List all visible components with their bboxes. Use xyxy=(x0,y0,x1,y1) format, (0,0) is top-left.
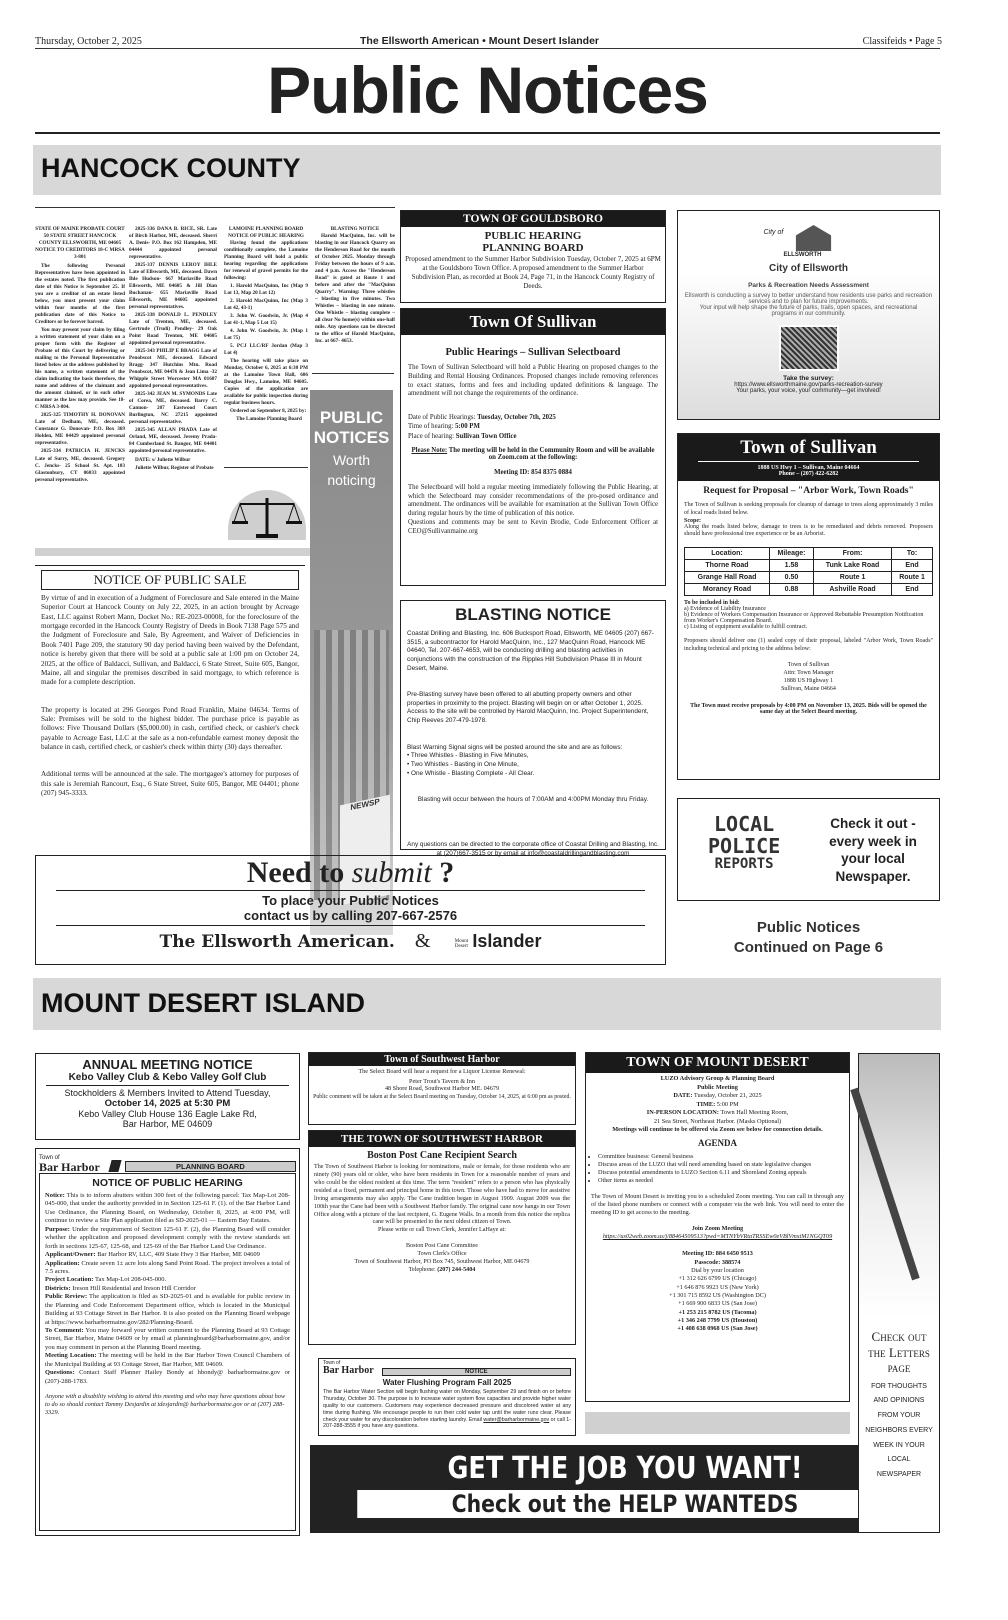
continued-notice xyxy=(677,918,940,959)
address-line: Attn: Town Manager xyxy=(783,669,834,676)
cell: Grange Hall Road xyxy=(685,572,770,584)
md-line: LUZO Advisory Group & Planning Board xyxy=(660,1075,775,1082)
table-row xyxy=(685,560,933,572)
probate-notice-cont xyxy=(129,226,217,473)
blasting-para: Any questions can be directed to the corporate office of Coastal Drilling and Blasting, Inc. at (207)667-3515 or by email at info@coastaldrillingandblasting.com xyxy=(407,840,659,857)
sullivan-para: Questions and comments may be sent to Kevin Brodie, Code Enforcement Officer at CEO@Sullivanmaine.org xyxy=(408,519,658,535)
ad-city: City of Ellsworth xyxy=(769,263,848,274)
signal-item: • Two Whistles - Basting in One Minute, xyxy=(407,761,519,769)
cell: 0.50 xyxy=(769,572,813,584)
item-text: The application is filed as SD-2025-01 and is available for public review in the Planning and Code Enforcement Department office, which is located in the Municipal Building at 93 Cottage Street in Bar Harbor. It is also posted on the Planning Board webpage at https://www.barharbormaine.gov/282/Planning-Board. xyxy=(45,1293,291,1326)
probate-para: The following Personal Representatives have been appointed in the estates noted. The first publication date of this Notice is September 25. If you are a creditor of an estate listed below, you must present your claim within four months of the first publication date of this Notice to Creditors or be forever barred. xyxy=(35,263,125,326)
ad-headline-q: ? xyxy=(439,856,455,889)
blasting-notice-small xyxy=(315,226,395,346)
ad-text: Your input will help shape the future of parks, trails, open spaces, and recreational programs in our community. xyxy=(699,305,918,317)
passcode: Passcode: 388574 xyxy=(694,1258,741,1266)
blasting-para: Coastal Drilling and Blasting, Inc. 606 Bucksport Road, Ellsworth, ME 04605 (207) 667-3515, a subcontractor for Harold MacQuinn, Inc., 127 MacQuinn Road, Hancock ME 04640, Tel. 207-667-4653, will be conducting drilling and blasting activities in conjunctions with the construction of the Ripples Hill Subdivision Phase III in Mount Desert, Maine. xyxy=(407,630,654,672)
logo-text: ELLSWORTH xyxy=(783,252,822,258)
item-text: The meeting will be held in the Bar Harbor Town Council Chambers of the Municipal Building at 93 Cottage Street, Bar Harbor, ME 04609. xyxy=(45,1352,290,1368)
kebo-line: Kebo Valley Club House 136 Eagle Lake Rd, xyxy=(78,1109,257,1119)
item-text: Ireson Hill Residential and Ireson Hill Corridor xyxy=(72,1284,196,1292)
bid-label: To be included in bid: xyxy=(684,600,740,607)
rfp-para: The Town of Sullivan is seeking proposals for cleanup of damage to trees along approximately 3 miles of local roads listed below. xyxy=(684,502,933,516)
item-label: Questions: xyxy=(45,1369,75,1377)
label: Date of Public Hearings: xyxy=(408,414,476,422)
water-title: Water Flushing Program Fall 2025 xyxy=(382,1378,512,1387)
tel-label: Telephone: xyxy=(408,1266,436,1273)
continued-line: Public Notices xyxy=(756,919,861,936)
col-header: Location: xyxy=(685,548,770,560)
lamoine-para: Having found the applications conditionally complete, the Lamoine Planning Board will hold a public hearing regarding the applications for renewal of gravel permits for the following: xyxy=(224,240,308,282)
md-time: 5:00 PM xyxy=(716,1100,739,1108)
lamoine-para: The hearing will take place on Monday, October 6, 2025 at 6:30 PM at the Lamoine Town Hall, 606 Douglas Hwy., Lamoine, ME 04605. Copies of the application are available for public inspection during regular business hours. xyxy=(224,358,308,407)
cell: Ashville Road xyxy=(814,584,892,596)
probate-notice xyxy=(35,226,125,485)
issue-date: Thursday, October 2, 2025 xyxy=(35,36,142,47)
sullivan-rfp xyxy=(677,433,940,780)
item-label: Applicant/Owner: xyxy=(45,1251,96,1259)
hearing-time: 5:00 PM xyxy=(455,423,480,431)
item-label: Application: xyxy=(45,1259,80,1267)
gouldsboro-heading: PUBLIC HEARING xyxy=(484,230,582,242)
section-hancock-county: HANCOCK COUNTY xyxy=(33,145,941,195)
ad-cta: Take the survey: xyxy=(783,375,834,382)
hearing-title: NOTICE OF PUBLIC HEARING xyxy=(92,1177,243,1189)
promo-line: PUBLIC xyxy=(319,408,384,427)
logo-text: LOCAL xyxy=(714,812,775,836)
item-text: Contact Staff Planner Hailey Bondy at hbondy@ barharbormaine.gov or (207)-288-1783. xyxy=(45,1369,290,1385)
islander-logo-small: Mount Desert xyxy=(454,939,469,949)
md-date: Tuesday, October 21, 2025 xyxy=(693,1092,762,1099)
blasting-small-head: BLASTING NOTICE xyxy=(330,226,380,232)
mount-desert-notice xyxy=(585,1052,850,1402)
blasting-para: Blast Warning Signal signs will be posted around the site and are as follows: xyxy=(407,743,623,751)
gouldsboro-banner: TOWN OF GOULDSBORO xyxy=(401,211,665,227)
address-line: 1888 US Highway 1 xyxy=(783,677,834,684)
sullivan-title: Public Hearings – Sullivan Selectboard xyxy=(445,347,621,358)
notice-of-public-sale xyxy=(35,565,305,850)
probate-entry: 2025-336 DANA B. RICE, SR. Late of Birch Harbor, ME, deceased. Sherri A. Denis- P.O. Box 162 Hampden, ME 04444 appointed personal representative. xyxy=(129,226,217,261)
town-of-label: Town of xyxy=(323,1360,341,1366)
agenda-title: AGENDA xyxy=(697,1137,737,1148)
phone-number: +1 253 215 8782 US (Tacoma) xyxy=(678,1308,757,1316)
cane-title: Boston Post Cane Recipient Search xyxy=(367,1150,517,1161)
lamoine-para: 2. Harold MacQuinn, Inc (Map 3 Lot 42, 43-1) xyxy=(224,298,308,312)
hearing-item xyxy=(45,1226,290,1251)
rfp-phone: Phone – (207) 422-6282 xyxy=(778,471,839,477)
sullivan-para: The Town of Sullivan Selectboard will hold a Public Hearing on proposed changes to the Building and Rental Housing Ordinances. Proposed changes include removing references to exact statues, forms and fees and including updated definitions & language. The amendment will not change the requirements of the ordinance. xyxy=(408,364,658,398)
rfp-deadline: The Town must receive proposals by 4:00 PM on November 13, 2025. Bids will be opened the same day at the Select Board meeting. xyxy=(690,703,927,716)
gouldsboro-body: Proposed amendment to the Summer Harbor Subdivision Tuesday, October 7, 2025 at 6PM at the Gouldsboro Town Office. A proposed amendment to the Summer Harbor Subdivision Plan, as recorded at Book 24, Page 71, in the Hancock County Registry of Deeds. xyxy=(405,255,661,291)
item-label: Purpose: xyxy=(45,1225,70,1233)
note-text: The meeting will be held in the Community Room and will be available on Zoom.com at the following: xyxy=(448,446,655,461)
lamoine-para: 3. John W. Goodwin, Jr. (Map 4 Lot 41-1, Map 5 Lot 15) xyxy=(224,313,308,327)
scales-of-justice-icon xyxy=(228,490,306,540)
probate-entry: 2025-337 DENNIS LEROY IHLE Late of Ellsworth, ME, deceased. Dawn Ihle Hudson- 667 Mariaville Road Ellsworth, ME 04605 & Jill Dian Buchanan- 655 Mariaville Road Ellsworth, ME 04605 appointed personal representatives. xyxy=(129,262,217,311)
cell: 1.58 xyxy=(769,560,813,572)
zoom-link[interactable]: https://us02web.zoom.us/j/88464509513?pwd=MTNYbVRtaTRSSEw0eVBlVmxtM1NGQT09 xyxy=(602,1233,833,1241)
item-label: Notice: xyxy=(45,1192,65,1199)
gouldsboro-notice xyxy=(400,210,666,303)
ad-headline: Need to xyxy=(246,856,345,889)
label: TIME: xyxy=(696,1100,716,1108)
kebo-subtitle: Kebo Valley Club & Kebo Valley Golf Club xyxy=(46,1072,289,1086)
lamoine-notice xyxy=(224,226,308,424)
ad-headline-em: submit xyxy=(351,856,432,889)
hearing-item xyxy=(45,1251,290,1259)
water-body: The Bar Harbor Water Section will begin flushing water on Monday, September 29 and finish on or before Thursday, October 30. The purpose is to increase water system flow capacities and provide higher water quality to our customers. Customers may experience decreased pressure and discolored water at any time during flushing. We encourage people to run their cold water tap until the water runs clear. Please check your water for any discoloration before starting laundry. Email xyxy=(323,1389,571,1423)
label: Time of hearing: xyxy=(408,423,454,431)
ad-line: To place your Public Notices xyxy=(262,893,439,908)
sale-para: The property is located at 296 Georges Pond Road Franklin, Maine 04634. Terms of Sale: Premises will be sold to the highest bidder. The purchase price is payable as follows: Five Thousand Dollars ($5,000.00) in cash, certified check, or cashier's check payable to Acreage East, LLC at the sale as a non-refundable earnest money deposit the balance in cash, certified check, or cashier's check within thirty (30) days thereafter. xyxy=(41,705,299,752)
table-row xyxy=(685,584,933,596)
phone-number: +1 408 638 0968 US (San Jose) xyxy=(677,1325,758,1333)
ad-tagline: Your parks, your voice, your community—get involved! xyxy=(736,388,881,394)
tel: (207) 244-5404 xyxy=(437,1266,476,1273)
probate-para: 2025-325 TIMOTHY H. DONOVAN Late of Dedham, ME, deceased. Constance G. Donovan- P.O. Box 369 Holden, ME 04429 appointed personal representative. xyxy=(35,412,125,447)
cell: Route 1 xyxy=(892,572,933,584)
kebo-title: ANNUAL MEETING NOTICE xyxy=(82,1057,253,1072)
job-headline: GET THE JOB YOU WANT! xyxy=(447,1451,803,1486)
dial-label: Dial by your location xyxy=(691,1266,744,1274)
col-header: Mileage: xyxy=(769,548,813,560)
label: IN-PERSON LOCATION: xyxy=(646,1109,719,1116)
meeting-id: Meeting ID: 884 6450 9513 xyxy=(682,1250,753,1258)
blasting-small-body: Harold MacQuinn, Inc. will be blasting in our Hancock Quarry on the Henderson Road for the month of October 2025. Monday through Friday between the hours of 9 a.m. and 4 p.m. Access the "Henderson Road" is gated at Route 1 and before and after the "MacQuinn Quarry". Warning: Three whistles – blasting in five minutes. Two Whistles – blasting in one minute. One Whistle – blasting complete – all clear No home(s) within one-half mile. Any questions can be directed to the office of Harold MacQuinn, Inc. at 667- 4653. xyxy=(315,233,395,345)
md-line: Public Meeting xyxy=(697,1083,738,1091)
lamoine-para: Ordered on September 8, 2025 by: xyxy=(230,408,307,415)
sale-title: NOTICE OF PUBLIC SALE xyxy=(41,570,299,590)
bar-harbor-public-hearing xyxy=(35,1148,300,1536)
item-text: Bar Harbor RV, LLC, 409 State Hwy 3 Bar Harbor, ME 04609 xyxy=(97,1251,260,1259)
hearing-item xyxy=(45,1276,290,1284)
rfp-para: Proposers should deliver one (1) sealed copy of their proposal, labeled "Arbor Work, Town Roads" including technical and pricing to the address below: xyxy=(684,638,933,652)
cell: Morancy Road xyxy=(685,584,770,596)
help-wanted-ad xyxy=(310,1445,940,1533)
hearing-item xyxy=(45,1293,290,1327)
section-mount-desert-island: MOUNT DESERT ISLAND xyxy=(33,978,941,1030)
southwest-harbor-liquor-notice xyxy=(308,1052,576,1125)
cell: Tunk Lake Road xyxy=(814,560,892,572)
logo-text: POLICE xyxy=(708,834,781,858)
water-flushing-notice xyxy=(318,1358,576,1436)
blasting-para: Pre-Blasting survey have been offered to all abutting property owners and other properties in proximity to the project. Blasting will begin on or after October 1, 2025. Access to the site will be controlled by Harold MacQuinn, Inc. Project Superintendent, Chip Reeves 207-479-1978. xyxy=(407,691,649,725)
hearing-date: Tuesday, October 7th, 2025 xyxy=(477,414,556,422)
lamoine-para: 1. Harold MacQuinn, Inc (Map 9 Lot 13, Map 20 Lot 12) xyxy=(224,283,308,297)
item-label: To Comment: xyxy=(45,1327,84,1334)
agenda-item: • Discuss potential amendments to LUZO Section 6.11 and Shoreland Zoning appeals xyxy=(598,1169,843,1177)
promo-line: Worth xyxy=(332,452,371,468)
sullivan-hearing-notice xyxy=(400,308,666,586)
item-text: Tax Map-Lot 208-045-000. xyxy=(94,1276,167,1284)
cell: Thorne Road xyxy=(685,560,770,572)
probate-para: You may present your claim by filing a written statement of your claim on a proper form with the Register of Probate of this Court by delivering or mailing to the Personal Representative listed below at the address published by his name, a written statement of the claim indicating the basis therefore, the name and address of the claimant and the amount claimed, or in such other manner as the law may provide. See 18-C MRSA 3-804. xyxy=(35,327,125,411)
hearing-item xyxy=(45,1352,290,1369)
md-zoomnote: Meetings will continue to be offered via Zoom see below for connection details. xyxy=(612,1126,823,1133)
rfp-address: 1888 US Hwy 1 – Sullivan, Maine 04664 xyxy=(757,465,860,471)
signal-item: • One Whistle - Blasting Complete - All Clear. xyxy=(407,769,535,777)
boston-post-cane-notice xyxy=(308,1130,576,1345)
rfp-banner: Town of Sullivan xyxy=(698,437,919,462)
hearing-place: Sullivan Town Office xyxy=(455,432,517,440)
promo-line: NOTICES xyxy=(313,428,390,447)
phone-number: +1 646 876 9923 US (New York) xyxy=(676,1283,759,1291)
cell: End xyxy=(892,584,933,596)
item-text: You may forward your written comment to the Planning Board at 93 Cottage Street, Bar Harbor, Maine 04609 or by email at planningboard@barharbormaine.gov, and/or you may comment in person at the Planning Board meeting. xyxy=(45,1327,290,1351)
police-ad-text: Check it out - every week in your local Newspaper. xyxy=(829,816,917,884)
lamoine-para: 4. John W. Goodwin, Jr. (Map 1 Lot 75) xyxy=(224,328,308,342)
bar-harbor-logo: Bar Harbor xyxy=(39,1160,100,1174)
phone-number: +1 312 626 6799 US (Chicago) xyxy=(678,1275,757,1283)
item-text: Create seven 1± acre lots along Sand Point Road. The project involves a total of 7.5 acres. xyxy=(45,1259,291,1275)
cell: End xyxy=(892,560,933,572)
cane-address: Town Clerk's Office xyxy=(417,1251,467,1258)
ellsworth-parks-survey-ad xyxy=(677,210,940,420)
agenda-item: • Committee business: General business xyxy=(598,1153,843,1161)
page-title: Public Notices xyxy=(267,53,708,127)
item-text: This is to inform abutters within 300 feet of the following parcel: Tax Map-Lot 208-045-000, that under the authority provided in in Section 125-61 F. (1). of the Bar Harbor Land Use Ordinance, the Planning Board, on Wednesday, October 8, 2025, at 4:00 PM, will continue to review a Site Plan application filed as SD-2025-01 — Eastern Bay Estates. xyxy=(45,1192,290,1225)
blasting-notice xyxy=(400,600,666,857)
city-of-ellsworth-logo xyxy=(764,225,854,263)
job-subline: Check out the HELP WANTEDS xyxy=(357,1490,893,1518)
hearing-item xyxy=(45,1285,290,1293)
letters-line: FOR THOUGHTS AND OPINIONS FROM YOUR NEIGHBORS EVERY WEEK IN YOUR LOCAL NEWSPAPER xyxy=(865,1382,933,1478)
probate-entry: 2025-343 PHILIP E BRAGG Late of Penobscot ME, deceased. Edward Bragg- 347 Hutchins Mtn. Road Penobscot, ME 04476 & Jean Lima -32 Whipple Street Worcester MA 01607 appointed personal representatives. xyxy=(129,348,217,390)
promo-line: noticing xyxy=(327,472,376,488)
scope-label: Scope: xyxy=(684,517,701,524)
address-line: Town of Sullivan xyxy=(787,661,830,668)
cane-body: The Town of Southwest Harbor is looking for nominations, male or female, for those residents who are ninety (90) years old or older, who have been residents in Town for a reasonable number of years and who could be the oldest resident at this time. The term "resident" refers to a person who has physically resided at a fixed, permanent and principal home in this town. Those who have had to move for assistive living arrangements may also apply. The Cane tradition began in August 1909. August 2009 was the 100th year the Cane had been with a Southwest Harbor family. The original cane now hangs in our Town Office along with a picture of the last recipient, G. Eugene Walls. In a month from this notice the replica cane will be presented to the next oldest citizen of Town. xyxy=(314,1164,571,1226)
letters-line: page xyxy=(887,1360,911,1376)
probate-entry: DATE: s/ Juliette Wilbur xyxy=(135,456,191,463)
swh-line: 48 Shore Road, Southwest Harbor ME. 04679 xyxy=(384,1085,500,1092)
label: DATE: xyxy=(673,1092,693,1099)
roads-table xyxy=(684,547,933,596)
md-location: Town Hall Meeting Room, xyxy=(720,1109,789,1116)
swh-line: The Select Board will hear a request for a Liquor License Renewal: xyxy=(358,1068,526,1075)
probate-entry: 2025-338 DONALD L. PENDLEY Late of Trenton, ME, deceased. Gertrude (Trudi) Pendley- 29 Oak Point Road Trenton, ME 04605 appointed personal representative. xyxy=(129,312,217,347)
qr-code-icon[interactable] xyxy=(779,325,839,371)
sale-para: By virtue of and in execution of a Judgment of Foreclosure and Sale entered in the Maine Superior Court at Hancock County on July 22, 2025, in an action brought by Acreage East, LLC against Robert Mann, Docket No.: RE-2023-00008, for the foreclosure of the mortgage recorded in the Hancock County Registry of Deeds in Book 7138 Page 575 and the Judgment of Foreclosure and Sale, By Agreement, and Waiver of Deficiencies in Book 7401 Page 209, the statutory 90 day period having been waived by the Defendant, notice is hereby given that there will be sold at a public sale at 1:00 pm on October 24, 2025, at the office of Baldacci, Sullivan, and Baldacci, 6 State Street, Suite 605, Bangor, Maine, all and singular the premises described in said mortgage, to which reference is made for a complete description. xyxy=(41,594,299,687)
newspaper-graphic: NEWSP xyxy=(340,795,390,906)
meeting-id: Meeting ID: 854 8375 0884 xyxy=(494,468,572,476)
hearing-item xyxy=(45,1327,290,1352)
logo-text: REPORTS xyxy=(714,856,774,872)
submit-notice-ad xyxy=(35,855,666,965)
lamoine-head: LAMOINE PLANNING BOARD NOTICE OF PUBLIC HEARING xyxy=(228,226,304,240)
water-body: or call 1-207-288-3555 if you have any questions. xyxy=(323,1416,571,1430)
phone-number: +1 301 715 8592 US (Washington DC) xyxy=(669,1291,766,1299)
masthead: The Ellsworth American • Mount Desert Islander xyxy=(360,35,600,47)
hearing-items xyxy=(45,1192,290,1386)
table-row xyxy=(685,572,933,584)
ellsworth-american-logo: The Ellsworth American. xyxy=(159,931,395,952)
kebo-date: October 14, 2025 at 5:30 PM xyxy=(104,1098,231,1109)
item-label: Meeting Location: xyxy=(45,1352,97,1360)
agenda-item: • Discuss areas of the LUZO that will need amending based on state legislative changes xyxy=(598,1161,843,1169)
swh2-banner: THE TOWN OF SOUTHWEST HARBOR xyxy=(309,1131,575,1147)
lamoine-para: 5. PCJ LLC/RF Jordan (Map 3 Lot 4) xyxy=(224,343,308,357)
logo-text: City of xyxy=(763,229,784,236)
town-of-label: Town of xyxy=(39,1155,60,1161)
signal-item: • Three Whistles - Blasting in Five Minutes, xyxy=(407,752,529,760)
rfp-para: Along the roads listed below, damage to trees is to be remediated and debris removed. Proposers should have professional tree experience or be an Arborist. xyxy=(684,523,933,538)
continued-line: Continued on Page 6 xyxy=(733,939,884,957)
bid-item: a) Evidence of Liability Insurance xyxy=(684,606,766,613)
planning-board-tag: PLANNING BOARD xyxy=(125,1161,296,1172)
cane-line: Please write or call Town Clerk, Jennifer LaHaye at: xyxy=(378,1227,506,1234)
probate-head: STATE OF MAINE PROBATE COURT 50 STATE STREET HANCOCK COUNTY ELLSWORTH, ME 04605 NOTICE TO CREDITORS 18-C MRSA 3-801 xyxy=(35,226,125,261)
lamoine-para: The Lamoine Planning Board xyxy=(236,416,302,423)
kebo-annual-meeting xyxy=(35,1053,300,1140)
probate-entry: Juliette Wilbur, Register of Probate xyxy=(135,464,214,471)
swh-line: Public comment will be taken at the Select Board meeting on Tuesday, October 14, 2025, at 6:00 pm as posted. xyxy=(313,1094,571,1100)
cell: Route 1 xyxy=(814,572,892,584)
hearing-item xyxy=(45,1192,290,1226)
agenda-item: • Other items as needed xyxy=(598,1177,843,1185)
rfp-title: Request for Proposal – "Arbor Work, Town Roads" xyxy=(703,486,914,496)
md-invite: The Town of Mount Desert is inviting you to a scheduled Zoom meeting. You can call in through any of the listed phone numbers or connect with a computer via the web link. You will need to enter the meeting ID to get access to the meeting. xyxy=(591,1192,844,1217)
ad-text: Ellsworth is conducting a survey to better understand how residents use parks and recreation services and to plan for future improvements. xyxy=(684,293,933,305)
bid-item: b) Evidence of Workers Compensation Insurance or Approved Rebuttable Presumption Notification from Worker's Compensation Board. xyxy=(684,612,924,625)
survey-link[interactable]: https://www.ellsworthmaine.gov/parks-recreation-survey xyxy=(734,382,883,388)
sale-para: Additional terms will be announced at the sale. The mortgagee's attorney for purposes of this sale is Jeremiah Rancourt, Esq., 6 State Street, Suite 605, Bangor, ME 04401; phone (207) 945-3333. xyxy=(41,770,299,798)
sullivan-para: The Selectboard will hold a regular meeting immediately following the Public Hearing, at which the Selectboard may consider recommendations of the pro-posed ordinance and amendment. The ordinances will be available for examination at the Sullivan Town Office during regular hours by the time of publication of this notice. xyxy=(408,483,658,518)
col-header: To: xyxy=(892,548,933,560)
sullivan-banner: Town Of Sullivan xyxy=(401,309,665,335)
probate-para: 2025-334 PATRICIA H. JENCKS Late of Surry, ME, deceased. Gregory C. Jencks- 25 School St. Apt. 103 Glastonbury, CT 06033 appointed personal representative. xyxy=(35,448,125,483)
pen-illustration-icon xyxy=(850,1088,919,1281)
mtdesert-banner: TOWN OF MOUNT DESERT xyxy=(586,1053,849,1073)
islander-logo: Islander xyxy=(472,931,542,951)
letters-line: Check out xyxy=(871,1329,927,1344)
bid-item: c) Listing of equipment available to fulfill contract. xyxy=(684,624,808,631)
item-label: Public Review: xyxy=(45,1293,88,1301)
ad-subtitle: Parks & Recreation Needs Assessment xyxy=(748,282,869,289)
blasting-para: Blasting will occur between the hours of 7:00AM and 4:00PM Monday thru Friday. xyxy=(417,796,649,804)
kebo-line: Stockholders & Members Invited to Attend Tuesday, xyxy=(64,1088,271,1098)
address-line: Sullivan, Maine 04664 xyxy=(781,686,836,693)
phone-number: +1 346 248 7799 US (Houston) xyxy=(677,1317,758,1325)
col-header: From: xyxy=(814,548,892,560)
probate-entry: 2025-345 ALLAN PRADA Late of Orland, ME, deceased. Jeremy Prada- 84 Cumberland St. Bangor, ME 04401 appointed personal representative. xyxy=(129,427,217,455)
local-police-reports-ad xyxy=(677,798,940,901)
letters-line: the Letters xyxy=(868,1344,930,1360)
notice-tag: NOTICE xyxy=(382,1368,571,1376)
bar-harbor-logo: Bar Harbor xyxy=(323,1365,374,1376)
gouldsboro-heading: PLANNING BOARD xyxy=(482,242,584,254)
phone-number: +1 669 900 6833 US (San Jose) xyxy=(678,1300,757,1308)
water-email-link[interactable]: water@barharbormaine.gov xyxy=(483,1416,550,1423)
kebo-line: Bar Harbor, ME 04609 xyxy=(122,1119,213,1129)
page-number: Classifeids • Page 5 xyxy=(862,36,942,47)
blasting-title: BLASTING NOTICE xyxy=(455,605,611,624)
cell: 0.88 xyxy=(769,584,813,596)
hearing-item xyxy=(45,1369,290,1386)
ad-phone: contact us by calling 207-667-2576 xyxy=(243,908,458,923)
police-reports-logo xyxy=(708,813,780,872)
swh-line: Peter Trout's Tavern & Inn xyxy=(409,1078,475,1085)
bar-harbor-logo-mark xyxy=(108,1160,121,1172)
probate-entry: 2025-342 JEAN M. SYMONDS Late of Corea, ME, deceased. Barry C. Cannon- 207 Eastwood Court Burlington, NC 27215 appointed personal representative. xyxy=(129,391,217,426)
cane-address: Town of Southwest Harbor, PO Box 745, Southwest Harbor, ME 04679 xyxy=(354,1259,530,1266)
cane-address: Boston Post Cane Committee xyxy=(406,1243,478,1250)
swh-banner: Town of Southwest Harbor xyxy=(309,1053,575,1066)
note-label: Please Note: xyxy=(411,446,448,454)
ampersand: & xyxy=(414,930,431,952)
hearing-item xyxy=(45,1260,290,1277)
item-label: Project Location: xyxy=(45,1276,94,1284)
item-label: Districts: xyxy=(45,1284,71,1292)
item-text: Under the requirement of Section 125-61 F. (2), the Planning Board will consider whether the application and proposed development comply with the review standards set forth in sections 125-67, 125-68, and 125-69 of the Bar Harbor Land Use Ordinance. xyxy=(45,1225,291,1250)
ada-note: Anyone with a disability wishing to attend this meeting and who may have questions about how to do so should contact Tammy Desjardin at tdesjardin@ barharbormaine.gov or at (207) 288-3329. xyxy=(45,1393,286,1417)
letters-page-ad xyxy=(858,1053,940,1533)
join-zoom: Join Zoom Meeting xyxy=(691,1225,744,1233)
public-notices-promo xyxy=(310,390,393,935)
md-location: 21 Sea Street, Northeast Harbor. (Masks Optional) xyxy=(653,1117,782,1125)
label: Place of hearing: xyxy=(408,432,455,440)
